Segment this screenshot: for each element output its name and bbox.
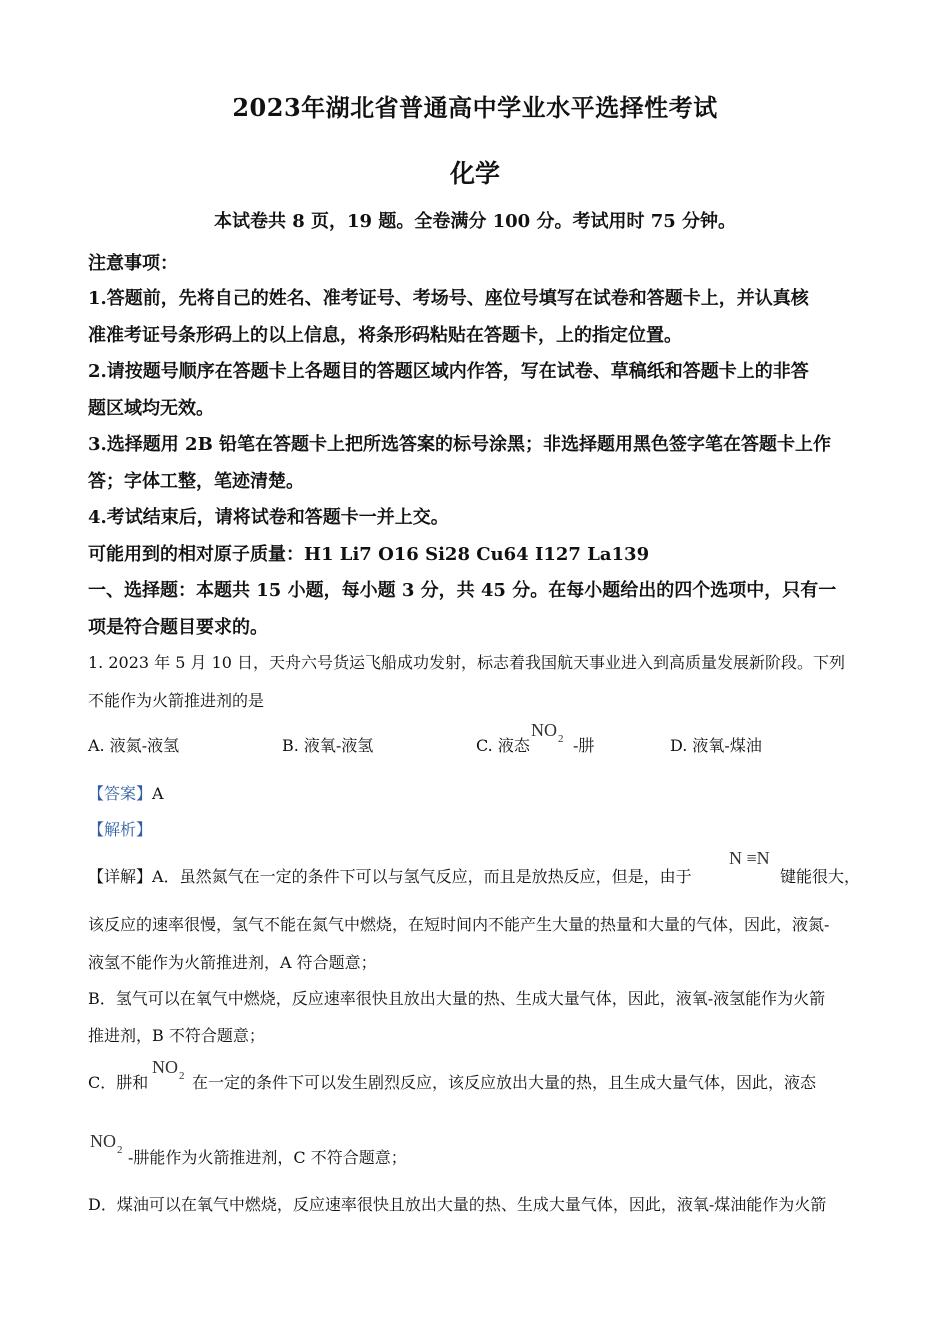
q1-option-a: A. 液氮-液氢 — [88, 736, 180, 755]
exam-info: 本试卷共 8 页，19 题。全卷满分 100 分。考试用时 75 分钟。 — [213, 211, 737, 232]
note-1-line-2: 准准考证号条形码上的以上信息，将条形码粘贴在答题卡，上的指定位置。 — [88, 325, 682, 346]
note-4: 4.考试结束后，请将试卷和答题卡一并上交。 — [88, 507, 449, 528]
answer-line — [88, 781, 868, 804]
q1-stem-line-1: 1. 2023 年 5 月 10 日，天舟六号货运飞船成功发射，标志着我国航天事业进入到高质量发展新阶段。下列 — [88, 653, 846, 672]
notes-heading: 注意事项： — [88, 253, 178, 274]
detail-line-1-tail: 键能很大， — [780, 867, 861, 886]
answer-value: A — [152, 784, 164, 803]
section-heading-line-2: 项是符合题目要求的。 — [88, 617, 268, 638]
detail-line-7: -肼能作为火箭推进剂，C 不符合题意； — [128, 1148, 407, 1167]
section-heading-line-1: 一、选择题：本题共 15 小题，每小题 3 分，共 45 分。在每小题给出的四个选项中，只有一 — [88, 580, 837, 601]
detail-a-text: A．虽然氮气在一定的条件下可以与氢气反应，而且是放热反应，但是，由于 — [152, 867, 692, 886]
detail-tag: 【详解】 — [88, 867, 153, 886]
no2-formula: $NO_2$ — [90, 1131, 123, 1156]
analysis-line — [88, 817, 868, 840]
note-3-line-2: 答；字体工整，笔迹清楚。 — [88, 471, 304, 492]
subject-title: 化学 — [449, 159, 500, 188]
answer-tag: 【答案】 — [88, 784, 153, 803]
detail-line-8: D．煤油可以在氧气中燃烧，反应速率很快且放出大量的热、生成大量气体，因此，液氧-煤油能作为火箭 — [88, 1195, 827, 1214]
detail-line-6: 在一定的条件下可以发生剧烈反应，该反应放出大量的热，且生成大量气体，因此，液态 — [192, 1073, 817, 1092]
note-2-line-2: 题区域均无效。 — [88, 398, 214, 419]
exam-title: 2023年湖北省普通高中学业水平选择性考试 — [232, 93, 718, 122]
q1-option-c-prefix: C. 液态 — [476, 736, 530, 755]
detail-line-2: 该反应的速率很慢，氢气不能在氮气中燃烧，在短时间内不能产生大量的热量和大量的气体，因此，液氮- — [88, 915, 830, 934]
detail-line-3: 液氢不能作为火箭推进剂，A 符合题意； — [88, 953, 377, 972]
no2-formula: $NO_2$ — [531, 720, 564, 745]
no2-formula: $NO_2$ — [152, 1057, 185, 1082]
note-3-line-1: 3.选择题用 2B 铅笔在答题卡上把所选答案的标号涂黑；非选择题用黑色签字笔在答题卡上作 — [88, 434, 832, 455]
detail-line-5: 推进剂，B 不符合题意； — [88, 1026, 265, 1045]
q1-option-b: B. 液氧-液氢 — [282, 736, 374, 755]
note-1-line-1: 1.答题前，先将自己的姓名、准考证号、考场号、座位号填写在试卷和答题卡上，并认真核 — [88, 288, 809, 309]
note-2-line-1: 2.请按题号顺序在答题卡上各题目的答题区域内作答，写在试卷、草稿纸和答题卡上的非答 — [88, 361, 809, 382]
detail-line-6-prefix: C．肼和 — [88, 1073, 149, 1092]
q1-option-c-suffix: -肼 — [573, 736, 595, 755]
q1-stem-line-2: 不能作为火箭推进剂的是 — [88, 691, 265, 710]
q1-option-d: D. 液氧-煤油 — [670, 736, 762, 755]
atomic-masses: 可能用到的相对原子质量：H1 Li7 O16 Si28 Cu64 I127 La139 — [88, 544, 650, 565]
detail-line-4: B．氢气可以在氧气中燃烧，反应速率很快且放出大量的热、生成大量气体，因此，液氧-液氢能作为火箭 — [88, 989, 826, 1008]
nitrogen-triple-bond-formula: N ≡N — [729, 848, 770, 868]
analysis-tag: 【解析】 — [88, 820, 153, 839]
